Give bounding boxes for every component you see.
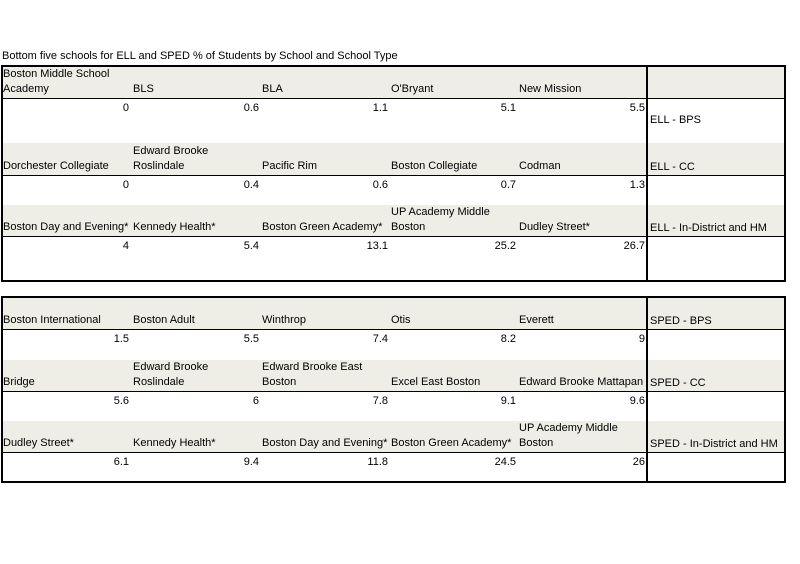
- value-cell: 7.4: [372, 333, 388, 345]
- school-name-cell: Edward Brooke Roslindale: [133, 145, 209, 172]
- school-name-cell: Dudley Street*: [3, 437, 74, 449]
- value-cell: 6: [252, 395, 259, 407]
- value-row: [3, 236, 784, 280]
- value-cell: 0.4: [243, 179, 259, 191]
- school-name-cell: Everett: [519, 314, 554, 326]
- school-name-cell: Edward Brooke East Boston: [262, 361, 363, 388]
- value-row: [3, 175, 784, 205]
- value-cell: 1.3: [629, 179, 645, 191]
- school-name-cell: Boston International: [3, 314, 101, 326]
- school-name-cell: Kennedy Health*: [133, 437, 216, 449]
- value-cell: 11.8: [367, 456, 388, 468]
- value-cell: 5.5: [629, 102, 645, 114]
- value-cell: 9.1: [500, 395, 516, 407]
- value-cell: 5.5: [243, 333, 259, 345]
- value-cell: 24.5: [494, 456, 516, 468]
- school-name-cell: BLS: [133, 83, 154, 95]
- school-name-cell: Pacific Rim: [262, 160, 318, 172]
- value-cell: 0: [122, 179, 129, 191]
- value-cell: 4: [122, 240, 129, 252]
- value-cell: 6.1: [113, 456, 129, 468]
- value-cell: 1.5: [113, 333, 129, 345]
- school-name-cell: Otis: [391, 314, 411, 326]
- row-label: SPED - In-District and HM: [650, 438, 778, 450]
- school-name-cell: Winthrop: [262, 314, 307, 326]
- school-name-cell: Boston Green Academy*: [262, 221, 383, 233]
- school-name-cell: Codman: [519, 160, 561, 172]
- value-cell: 9: [638, 333, 645, 345]
- row-label: SPED - CC: [650, 377, 706, 389]
- value-cell: 7.8: [372, 395, 388, 407]
- school-name-cell: New Mission: [519, 83, 582, 95]
- school-name-cell: BLA: [262, 83, 283, 95]
- value-cell: 0.6: [243, 102, 259, 114]
- value-cell: 0: [122, 102, 129, 114]
- value-cell: 1.1: [372, 102, 388, 114]
- school-name-cell: Dudley Street*: [519, 221, 590, 233]
- school-name-cell: UP Academy Middle Boston: [391, 206, 490, 233]
- value-row: [3, 329, 784, 360]
- row-label: SPED - BPS: [650, 315, 712, 327]
- school-name-cell: Dorchester Collegiate: [3, 160, 109, 172]
- value-cell: 5.1: [500, 102, 516, 114]
- value-cell: 9.4: [243, 456, 259, 468]
- school-name-cell: O'Bryant: [391, 83, 434, 95]
- value-cell: 0.6: [372, 179, 388, 191]
- label-column-divider: [646, 67, 648, 280]
- value-cell: 8.2: [500, 333, 516, 345]
- value-cell: 5.4: [243, 240, 259, 252]
- value-cell: 0.7: [500, 179, 516, 191]
- school-name-cell: Boston Green Academy*: [391, 437, 512, 449]
- school-name-cell: Bridge: [3, 376, 35, 388]
- ell-table: [1, 65, 786, 282]
- school-name-row: [3, 67, 784, 98]
- value-cell: 9.6: [629, 395, 645, 407]
- school-name-cell: Boston Day and Evening*: [3, 221, 129, 233]
- row-label: ELL - In-District and HM: [650, 222, 767, 234]
- value-cell: 25.2: [494, 240, 516, 252]
- school-name-cell: Boston Adult: [133, 314, 195, 326]
- value-row: [3, 452, 784, 481]
- value-cell: 26: [632, 456, 645, 468]
- sped-table: [1, 296, 786, 483]
- row-label: ELL - BPS: [650, 114, 701, 126]
- table-title: Bottom five schools for ELL and SPED % of Students by School and School Type: [2, 50, 398, 62]
- school-name-cell: Boston Day and Evening*: [262, 437, 388, 449]
- value-cell: 13.1: [366, 240, 388, 252]
- school-name-cell: Boston Collegiate: [391, 160, 478, 172]
- row-label: ELL - CC: [650, 161, 695, 173]
- label-column-divider: [646, 298, 648, 481]
- school-name-cell: Edward Brooke Roslindale: [133, 361, 209, 388]
- school-name-cell: Excel East Boston: [391, 376, 481, 388]
- value-cell: 26.7: [623, 240, 645, 252]
- school-name-cell: Boston Middle School Academy: [3, 68, 110, 95]
- value-cell: 5.6: [113, 395, 129, 407]
- school-name-cell: UP Academy Middle Boston: [519, 422, 618, 449]
- value-row: [3, 391, 784, 421]
- school-name-cell: Edward Brooke Mattapan: [519, 376, 644, 388]
- school-name-cell: Kennedy Health*: [133, 221, 216, 233]
